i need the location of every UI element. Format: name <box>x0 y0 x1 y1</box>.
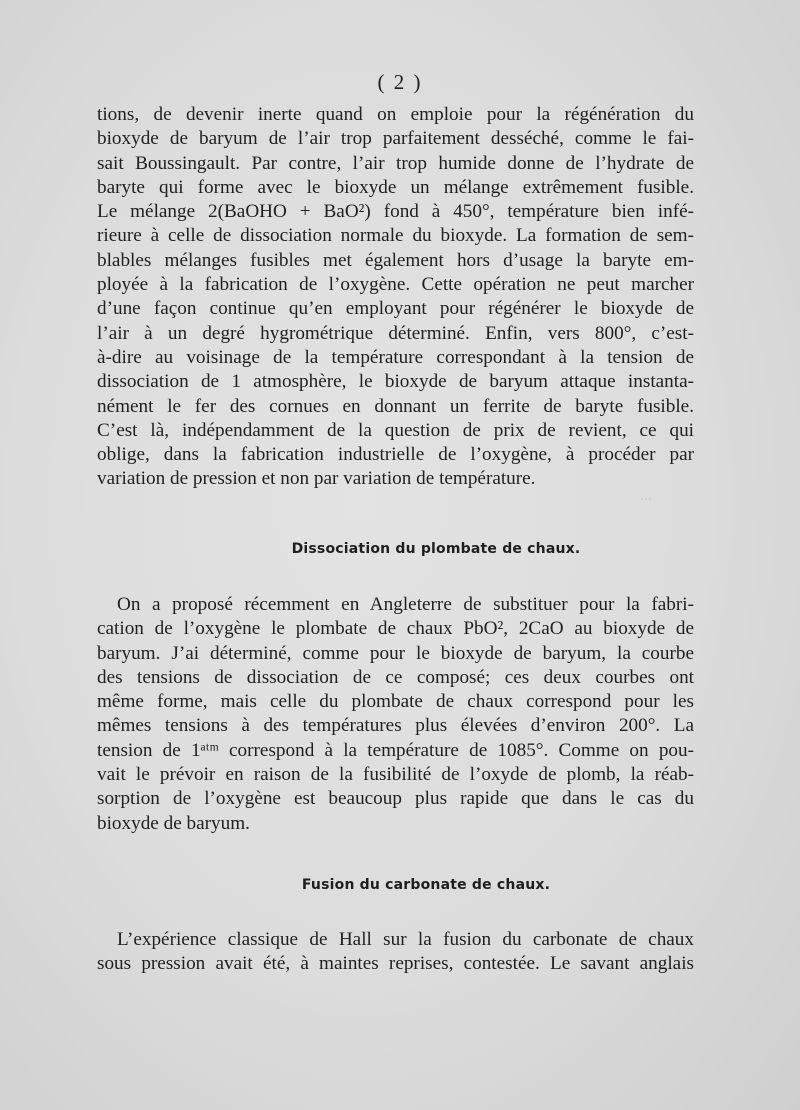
text-line: sorption de l’oxygène est beaucoup plus rapide que dans le cas du <box>97 788 694 810</box>
page-number: ( 2 ) <box>377 70 423 94</box>
text-line: vait le prévoir en raison de la fusibilité de l’oxyde de plomb, la réab- <box>97 764 694 786</box>
text-line: baryte qui forme avec le bioxyde un mélange extrêmement fusible. <box>97 176 694 198</box>
text-line: bioxyde de baryum de l’air trop parfaitement desséché, comme le fai- <box>97 128 694 150</box>
text-line: nément le fer des cornues en donnant un ferrite de baryte fusible. <box>97 395 694 417</box>
text-line: sait Boussingault. Par contre, l’air trop humide donne de l’hydrate de <box>97 152 694 174</box>
text-line: cation de l’oxygène le plombate de chaux PbO², 2CaO au bioxyde de <box>97 618 694 640</box>
text-line: rieure à celle de dissociation normale du bioxyde. La formation de sem- <box>97 225 694 247</box>
text-line: oblige, dans la fabrication industrielle de l’oxygène, à procéder par <box>97 444 694 466</box>
text-line: l’air à un degré hygrométrique déterminé. Enfin, vers 800°, c’est- <box>97 322 694 344</box>
text-line: tions, de devenir inerte quand on emploie pour la régénération du <box>97 104 694 125</box>
text-line: variation de pression et non par variation de température. <box>97 468 536 490</box>
text-line: Le mélange 2(BaOHO + BaO²) fond à 450°, température bien infé- <box>97 201 694 223</box>
text-line: tension de 1ᵃᵗᵐ correspond à la température de 1085°. Comme on pou- <box>97 739 694 761</box>
text-line: sous pression avait été, à maintes reprises, contestée. Le savant anglais <box>97 953 694 975</box>
text-line: dissociation de 1 atmosphère, le bioxyde de baryum attaque instanta- <box>97 371 694 393</box>
bleed-through-text: ... <box>640 487 652 504</box>
section-heading-carbonate: Fusion du carbonate de chaux. <box>301 877 551 893</box>
section-heading-plombate: Dissociation du plombate de chaux. <box>291 541 581 557</box>
text-line: baryum. J’ai déterminé, comme pour le bioxyde de baryum, la courbe <box>97 642 694 664</box>
text-line: mêmes tensions à des températures plus élevées d’environ 200°. La <box>97 715 694 737</box>
text-line: d’une façon continue qu’en employant pour régénérer le bioxyde de <box>97 298 694 320</box>
paragraph-1 <box>97 103 694 492</box>
text-line: blables mélanges fusibles met également hors d’usage la baryte em- <box>97 249 694 271</box>
text-line: ployée à la fabrication de l’oxygène. Cette opération ne peut marcher <box>97 274 694 296</box>
text-line: à-dire au voisinage de la température correspondant à la tension de <box>97 346 694 368</box>
text-line: C’est là, indépendamment de la question de prix de revient, ce qui <box>97 419 694 441</box>
text-line: On a proposé récemment en Angleterre de substituer pour la fabri- <box>117 594 694 615</box>
text-line: des tensions de dissociation de ce composé; ces deux courbes ont <box>97 666 694 688</box>
text-line: L’expérience classique de Hall sur la fusion du carbonate de chaux <box>117 929 694 950</box>
text-line: bioxyde de baryum. <box>97 812 250 834</box>
paragraph-plombate <box>97 593 694 836</box>
paragraph-carbonate <box>97 928 694 977</box>
text-line: même forme, mais celle du plombate de chaux correspond pour les <box>97 691 694 713</box>
